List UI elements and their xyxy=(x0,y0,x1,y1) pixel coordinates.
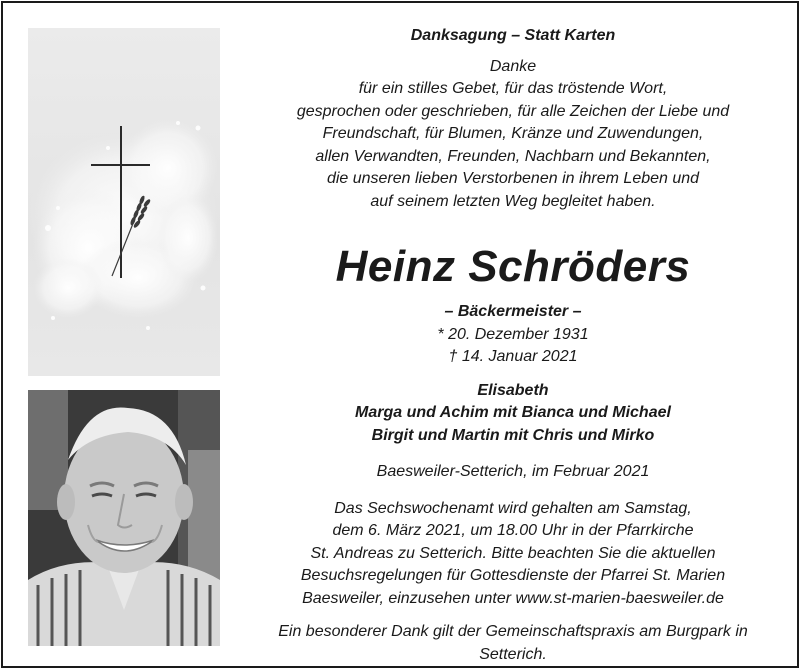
service-line: St. Andreas zu Setterich. Bitte beachten Sie die aktuellen xyxy=(310,544,716,562)
notice-heading: Danksagung – Statt Karten xyxy=(410,27,616,44)
thanks-line: Danke xyxy=(489,57,537,75)
closing-line: Setterich. xyxy=(479,645,547,663)
cross-with-wheat-icon xyxy=(28,28,220,376)
portrait-photo xyxy=(28,390,220,646)
profession: – Bäckermeister – xyxy=(444,303,582,320)
thanks-line: Freundschaft, für Blumen, Kränze und Zuwendungen, xyxy=(322,125,704,142)
family-list xyxy=(243,380,783,448)
service-line: dem 6. März 2021, um 18.00 Uhr in der Pfarrkirche xyxy=(332,522,694,539)
cross-wheat-flour-image xyxy=(28,28,220,376)
birth-date: * 20. Dezember 1931 xyxy=(437,325,589,343)
obituary-notice xyxy=(1,1,799,668)
thanks-line: die unseren lieben Verstorbenen in ihrem Leben und xyxy=(326,170,700,187)
notice-text xyxy=(243,25,783,666)
service-line: Besuchsregelungen für Gottesdienste der Pfarrei St. Marien xyxy=(300,567,726,584)
thanks-line: allen Verwandten, Freunden, Nachbarn und Bekannten, xyxy=(315,147,711,165)
thanks-line: auf seinem letzten Weg begleitet haben. xyxy=(370,192,656,210)
service-paragraph xyxy=(243,498,783,611)
thanks-line: für ein stilles Gebet, für das tröstende Wort, xyxy=(358,80,668,97)
place-date: Baesweiler-Setterich, im Februar 2021 xyxy=(376,463,650,480)
service-line: Baesweiler, einzusehen unter www.st-marien-baesweiler.de xyxy=(302,589,724,607)
closing-line: Ein besonderer Dank gilt der Gemeinschaftspraxis am Burgpark in xyxy=(278,623,748,640)
family-member: Marga und Achim mit Bianca und Michael xyxy=(355,404,671,421)
service-line: Das Sechswochenamt wird gehalten am Samstag, xyxy=(334,499,692,517)
deceased-name: Heinz Schröders xyxy=(335,242,691,291)
family-member: Birgit und Martin mit Chris und Mirko xyxy=(371,426,655,444)
closing-paragraph xyxy=(243,621,783,666)
death-date: † 14. Januar 2021 xyxy=(448,348,578,365)
thanks-line: gesprochen oder geschrieben, für alle Zeichen der Liebe und xyxy=(296,102,730,120)
family-member: Elisabeth xyxy=(477,381,549,399)
thanks-paragraph xyxy=(243,56,783,214)
portrait-man-icon xyxy=(28,390,220,646)
